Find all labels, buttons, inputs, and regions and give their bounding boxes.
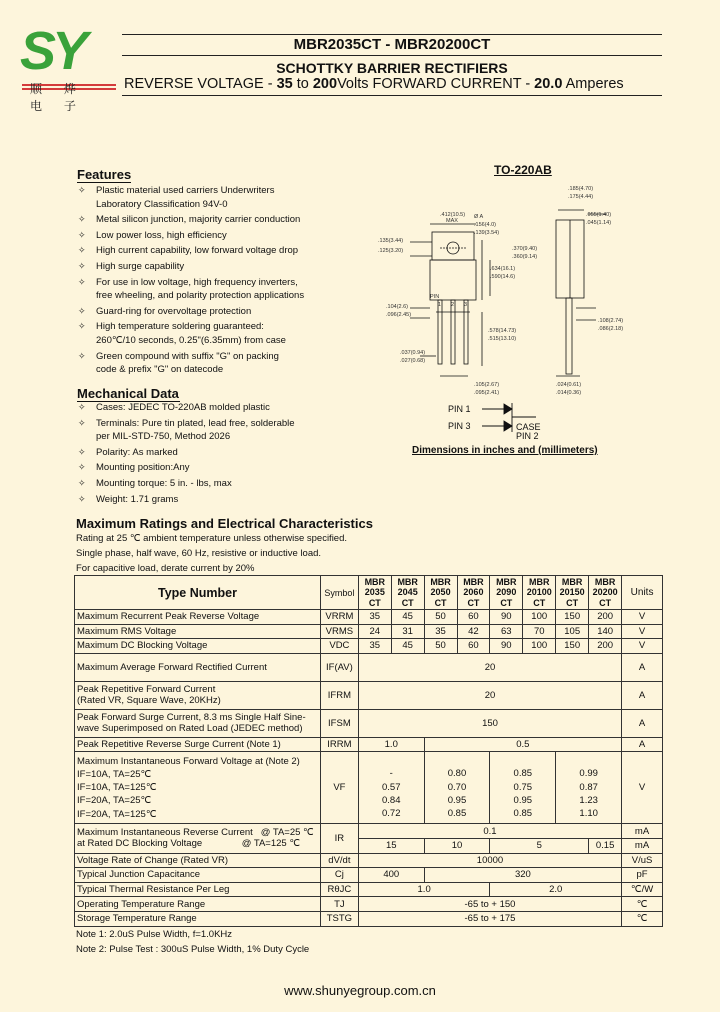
cell-unit: A xyxy=(622,709,663,737)
cell-value: 50 xyxy=(424,610,457,625)
param-label: Maximum RMS Voltage xyxy=(75,624,321,639)
logo-chinese-name: 顺 烨 电 子 xyxy=(30,82,85,113)
dim-text: .096(2.45) xyxy=(386,312,412,318)
cell-value: -65 to + 175 xyxy=(358,911,621,926)
list-item-text: High temperature soldering guaranteed: xyxy=(96,321,264,333)
table-row xyxy=(75,681,663,709)
cell-value: 105 xyxy=(556,624,589,639)
intro-line: Single phase, half wave, 60 Hz, resistive or inductive load. xyxy=(76,547,322,559)
bullet-icon: ✧ xyxy=(78,276,86,287)
ratings-intro xyxy=(76,532,347,576)
notes xyxy=(76,928,309,958)
cell-value: 24 xyxy=(358,624,391,639)
param-symbol: RθJC xyxy=(320,882,358,897)
cell-value: 50 xyxy=(424,639,457,654)
model-header: MBR 2060 CT xyxy=(457,576,490,610)
cell-unit: V xyxy=(622,624,663,639)
table-row xyxy=(75,853,663,868)
list-item xyxy=(76,244,396,258)
cell-value: 0.5 xyxy=(424,737,621,752)
cell-unit: ℃/W xyxy=(622,882,663,897)
dim-text: .095(2.41) xyxy=(474,390,500,396)
param-symbol: VRRM xyxy=(320,610,358,625)
list-item-text: Plastic material used carriers Underwriters xyxy=(96,185,275,196)
vf-group-1: - 0.57 0.84 0.72 xyxy=(358,752,424,824)
cell-value: 0.1 xyxy=(358,824,621,839)
dim-text: .412(10.5) xyxy=(440,212,466,218)
cell-unit: A xyxy=(622,653,663,681)
cell-value: 100 xyxy=(523,639,556,654)
cell-value: 70 xyxy=(523,624,556,639)
type-number-header: Type Number xyxy=(75,576,321,610)
dim-text: .139(3.54) xyxy=(474,230,500,236)
param-label: Peak Repetitive Forward Current (Rated VR, Square Wave, 20KHz) xyxy=(75,681,321,709)
mechanical-title: Mechanical Data xyxy=(77,386,179,401)
package-title: TO-220AB xyxy=(494,163,552,177)
param-symbol: TSTG xyxy=(320,911,358,926)
cell-value: 20 xyxy=(358,653,621,681)
bullet-icon: ✧ xyxy=(78,260,86,271)
cell-value: 5 xyxy=(490,838,589,853)
cell-value: 60 xyxy=(457,610,490,625)
bullet-icon: ✧ xyxy=(78,214,86,225)
param-label: Typical Thermal Resistance Per Leg xyxy=(75,882,321,897)
param-label: Maximum Recurrent Peak Reverse Voltage xyxy=(75,610,321,625)
list-item-text: Low power loss, high efficiency xyxy=(96,229,227,241)
model-header: MBR 2035 CT xyxy=(358,576,391,610)
list-item-text: Polarity: As marked xyxy=(96,446,178,458)
param-label: Voltage Rate of Change (Rated VR) xyxy=(75,853,321,868)
list-item xyxy=(76,477,396,491)
param-symbol: VDC xyxy=(320,639,358,654)
cell-value: 100 xyxy=(523,610,556,625)
param-label: Operating Temperature Range xyxy=(75,897,321,912)
diode-symbol xyxy=(504,404,512,414)
list-item xyxy=(76,184,396,211)
list-item xyxy=(76,417,396,444)
dim-text: .037(0.94) xyxy=(400,350,426,356)
note-1: Note 1: 2.0uS Pulse Width, f=1.0KHz xyxy=(76,929,233,940)
list-item xyxy=(76,401,396,415)
cell-value: 400 xyxy=(358,868,424,883)
dimensions-caption: Dimensions in inches and (millimeters) xyxy=(412,445,598,456)
list-item xyxy=(76,213,396,227)
param-symbol: IR xyxy=(320,824,358,853)
table-row xyxy=(75,709,663,737)
cell-value: 60 xyxy=(457,639,490,654)
ratings-table xyxy=(74,575,663,927)
bullet-icon: ✧ xyxy=(78,446,86,457)
logo-mark: SY xyxy=(20,21,85,81)
cell-unit: ℃ xyxy=(622,897,663,912)
pin-number: 2 xyxy=(451,302,455,308)
dim-text: Ø A xyxy=(474,214,484,220)
bullet-icon: ✧ xyxy=(78,417,86,428)
param-symbol: IF(AV) xyxy=(320,653,358,681)
lead-2 xyxy=(451,300,455,364)
cell-unit: V xyxy=(622,610,663,625)
list-item xyxy=(76,229,396,243)
list-item-text: per MIL-STD-750, Method 2026 xyxy=(96,431,231,443)
intro-line: For capacitive load, derate current by 20% xyxy=(76,562,255,574)
vf-group-3: 0.85 0.75 0.95 0.85 xyxy=(490,752,556,824)
cell-value: 150 xyxy=(358,709,621,737)
cell-value: 1.0 xyxy=(358,882,490,897)
cell-value: 42 xyxy=(457,624,490,639)
list-item xyxy=(76,260,396,274)
param-label: Maximum Instantaneous Forward Voltage at (Note 2) IF=10A, TA=25℃ IF=10A, TA=125℃ IF=20A, TA=25℃ IF=20A, TA=125℃ xyxy=(75,752,321,824)
cell-value: 90 xyxy=(490,610,523,625)
dim-text: .104(2.6) xyxy=(386,304,409,310)
bullet-icon: ✧ xyxy=(78,305,86,316)
cell-value: 10 xyxy=(424,838,490,853)
param-label: Storage Temperature Range xyxy=(75,911,321,926)
list-item-text: Green compound with suffix "G" on packing xyxy=(96,350,279,362)
cell-value: 31 xyxy=(391,624,424,639)
header-rule-top xyxy=(122,34,662,35)
symbol-header: Symbol xyxy=(320,576,358,610)
cell-value: 45 xyxy=(391,639,424,654)
list-item-text: Guard-ring for overvoltage protection xyxy=(96,305,252,317)
dim-text: .578(14.73) xyxy=(488,328,517,334)
param-label: Peak Repetitive Reverse Surge Current (Note 1) xyxy=(75,737,321,752)
mechanical-list xyxy=(76,401,396,508)
list-item-text: High surge capability xyxy=(96,260,185,272)
header-rule-bottom xyxy=(122,95,662,96)
param-symbol: IRRM xyxy=(320,737,358,752)
cell-unit: V/uS xyxy=(622,853,663,868)
vf-group-2: 0.80 0.70 0.95 0.85 xyxy=(424,752,490,824)
cell-value: 10000 xyxy=(358,853,621,868)
bullet-icon: ✧ xyxy=(78,402,86,412)
cell-value: 0.15 xyxy=(589,838,622,853)
model-header: MBR 20150 CT xyxy=(556,576,589,610)
pin-schematic xyxy=(440,398,580,442)
dim-text: .045(1.14) xyxy=(586,220,612,226)
dim-text: .105(2.67) xyxy=(474,382,500,388)
dim-text: .360(9.14) xyxy=(512,254,538,260)
cell-unit: ℃ xyxy=(622,911,663,926)
list-item xyxy=(76,493,396,507)
ratings-title: Maximum Ratings and Electrical Characteristics xyxy=(76,516,373,531)
bullet-icon: ✧ xyxy=(78,462,86,473)
cell-value: 1.0 xyxy=(358,737,424,752)
cell-value: 90 xyxy=(490,639,523,654)
list-item-text: Weight: 1.71 grams xyxy=(96,493,179,505)
pin-number: 3 xyxy=(464,302,468,308)
cell-value: 2.0 xyxy=(490,882,622,897)
list-item xyxy=(76,446,396,460)
footer-website: www.shunyegroup.com.cn xyxy=(284,983,436,998)
cell-value: 15 xyxy=(358,838,424,853)
param-label: Maximum Instantaneous Reverse Current @ TA=25 ℃ at Rated DC Blocking Voltage @ TA=125 ℃ xyxy=(75,824,321,853)
pin1-label: PIN 1 xyxy=(448,404,471,414)
list-item xyxy=(76,320,396,347)
list-item xyxy=(76,276,396,303)
cell-unit: V xyxy=(622,752,663,824)
pin3-label: PIN 3 xyxy=(448,421,471,431)
list-item-text: Cases: JEDEC TO-220AB molded plastic xyxy=(96,402,270,413)
header-rule-middle xyxy=(122,55,662,56)
tab-outline xyxy=(432,232,474,260)
model-header: MBR 2050 CT xyxy=(424,576,457,610)
cell-value: 35 xyxy=(358,610,391,625)
dim-text: .108(2.74) xyxy=(598,318,624,324)
cell-value: 35 xyxy=(424,624,457,639)
cell-value: 320 xyxy=(424,868,621,883)
bullet-icon: ✧ xyxy=(78,477,86,488)
list-item xyxy=(76,350,396,377)
dim-text: .590(14.6) xyxy=(490,274,516,280)
table-row xyxy=(75,624,663,639)
param-symbol: dV/dt xyxy=(320,853,358,868)
bullet-icon: ✧ xyxy=(78,229,86,240)
table-row xyxy=(75,639,663,654)
param-symbol: Cj xyxy=(320,868,358,883)
model-header: MBR 2090 CT xyxy=(490,576,523,610)
cell-unit: A xyxy=(622,681,663,709)
list-item-text: High current capability, low forward voltage drop xyxy=(96,245,299,257)
list-item-text: Mounting torque: 5 in. - lbs, max xyxy=(96,477,232,489)
param-symbol: VRMS xyxy=(320,624,358,639)
cell-value: 140 xyxy=(589,624,622,639)
param-label: Typical Junction Capacitance xyxy=(75,868,321,883)
cell-value: 150 xyxy=(556,639,589,654)
dim-text: .014(0.36) xyxy=(556,390,582,396)
lead-3 xyxy=(464,300,468,364)
dim-text: .370(9.40) xyxy=(512,246,538,252)
dim-text: .024(0.61) xyxy=(556,382,582,388)
vf-group-4: 0.99 0.87 1.23 1.10 xyxy=(556,752,622,824)
list-item xyxy=(76,461,396,475)
param-label: Maximum Average Forward Rectified Current xyxy=(75,653,321,681)
bullet-icon: ✧ xyxy=(78,185,86,195)
bullet-icon: ✧ xyxy=(78,350,86,361)
table-row xyxy=(75,911,663,926)
table-row xyxy=(75,737,663,752)
param-symbol: IFSM xyxy=(320,709,358,737)
voltage-current-spec: REVERSE VOLTAGE - 35 to 200Volts FORWARD CURRENT - 20.0 Amperes xyxy=(124,76,624,92)
cell-unit: pF xyxy=(622,868,663,883)
part-number-title: MBR2035CT - MBR20200CT xyxy=(293,36,491,53)
dim-text: MAX xyxy=(446,218,458,224)
cell-value: 200 xyxy=(589,610,622,625)
list-item-text: Terminals: Pure tin plated, lead free, solderable xyxy=(96,417,295,429)
note-2: Note 2: Pulse Test : 300uS Pulse Width, 1% Duty Cycle xyxy=(76,943,310,955)
cell-value: 63 xyxy=(490,624,523,639)
dim-text: .175(4.44) xyxy=(568,194,594,200)
list-item xyxy=(76,305,396,319)
list-item-text: Mounting position:Any xyxy=(96,462,190,474)
list-item-text: 260℃/10 seconds, 0.25"(6.35mm) from case xyxy=(96,334,286,346)
list-item-text: Laboratory Classification 94V-0 xyxy=(96,198,228,210)
param-label: Peak Forward Surge Current, 8.3 ms Single Half Sine- wave Superimposed on Rated Load (JEDEC method) xyxy=(75,709,321,737)
table-row xyxy=(75,868,663,883)
list-item-text: For use in low voltage, high frequency inverters, xyxy=(96,276,298,288)
cell-value: 150 xyxy=(556,610,589,625)
list-item-text: code & prefix "G" on datecode xyxy=(96,364,224,376)
table-row xyxy=(75,653,663,681)
list-item-text: Metal silicon junction, majority carrier conduction xyxy=(96,214,301,226)
bullet-icon: ✧ xyxy=(78,493,86,504)
bullet-icon: ✧ xyxy=(78,321,86,332)
table-row xyxy=(75,882,663,897)
diode-symbol xyxy=(504,421,512,431)
case-label: CASE xyxy=(516,422,541,432)
units-header: Units xyxy=(622,576,663,610)
features-title: Features xyxy=(77,167,132,182)
table-row xyxy=(75,824,663,839)
cell-unit: V xyxy=(622,639,663,654)
lead-1 xyxy=(438,300,442,364)
dim-text: .156(4.0) xyxy=(474,222,497,228)
cell-value: -65 to + 150 xyxy=(358,897,621,912)
pin2-label: PIN 2 xyxy=(516,431,539,441)
dim-text: .135(3.44) xyxy=(378,238,404,244)
cell-value: 200 xyxy=(589,639,622,654)
table-row xyxy=(75,752,663,824)
model-header: MBR 2045 CT xyxy=(391,576,424,610)
dim-text: .086(2.18) xyxy=(598,326,624,332)
cell-unit: mA xyxy=(622,838,663,853)
features-list xyxy=(76,184,396,379)
dim-text: .185(4.70) xyxy=(568,186,594,192)
model-header: MBR 20100 CT xyxy=(523,576,556,610)
side-view-lead xyxy=(566,298,572,374)
cell-value: 20 xyxy=(358,681,621,709)
model-header: MBR 20200 CT xyxy=(589,576,622,610)
dim-text: .055(1.40) xyxy=(586,212,612,218)
dim-text: .515(13.10) xyxy=(488,336,517,342)
pin-label: PIN xyxy=(430,294,440,300)
param-label: Maximum DC Blocking Voltage xyxy=(75,639,321,654)
table-row xyxy=(75,897,663,912)
cell-unit: mA xyxy=(622,824,663,839)
cell-value: 35 xyxy=(358,639,391,654)
dim-text: .125(3.20) xyxy=(378,248,404,254)
list-item-text: free wheeling, and polarity protection applications xyxy=(96,290,305,302)
param-symbol: TJ xyxy=(320,897,358,912)
intro-line: Rating at 25 ℃ ambient temperature unless otherwise specified. xyxy=(76,533,348,544)
bullet-icon: ✧ xyxy=(78,245,86,256)
table-row xyxy=(75,610,663,625)
param-symbol: VF xyxy=(320,752,358,824)
dim-text: .027(0.68) xyxy=(400,358,426,364)
company-logo xyxy=(20,21,116,113)
param-symbol: IFRM xyxy=(320,681,358,709)
cell-value: 45 xyxy=(391,610,424,625)
dim-text: .634(16.1) xyxy=(490,266,516,272)
pin-number: 1 xyxy=(438,302,442,308)
cell-unit: A xyxy=(622,737,663,752)
product-subtitle: SCHOTTKY BARRIER RECTIFIERS xyxy=(276,60,508,76)
